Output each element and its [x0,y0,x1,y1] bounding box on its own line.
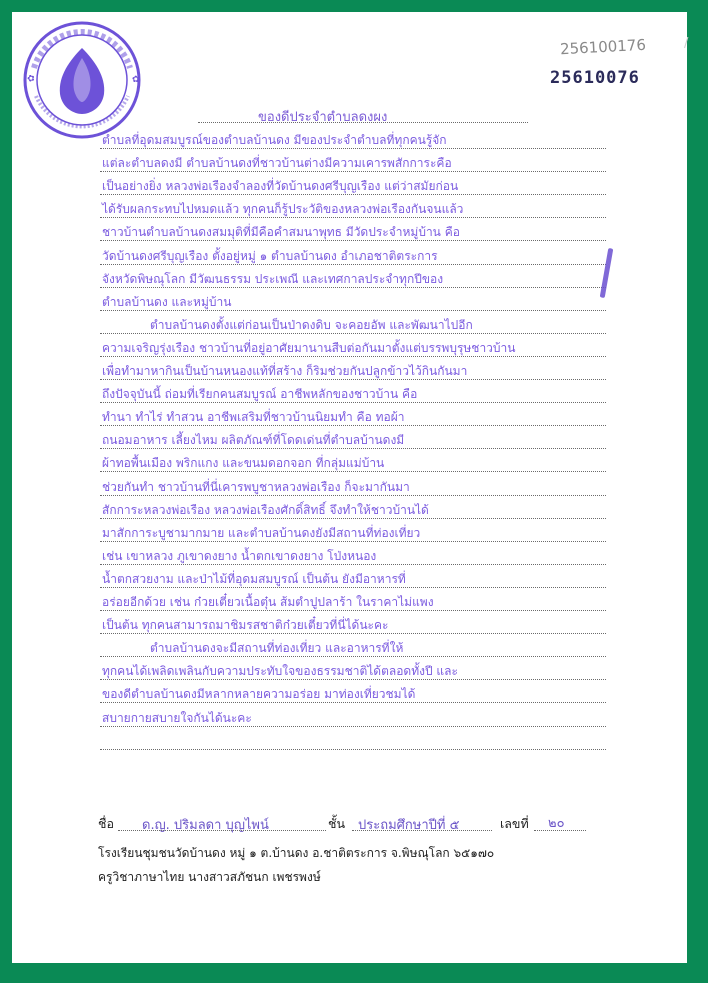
essay-line: สบายกายสบายใจกันได้นะคะ [102,710,252,725]
essay-line: ตำบลบ้านดงจะมีสถานที่ท่องเที่ยว และอาหารที่ให้ [150,641,404,656]
ruled-line [100,749,606,750]
essay-line: ตำบลที่อุดมสมบูรณ์ของตำบลบ้านดง มีของประจำตำบลที่ทุกคนรู้จัก [102,133,447,147]
handwritten-doc-number: 256100176 [559,35,647,59]
student-class: ประถมศึกษาปีที่ ๕ [358,818,460,833]
class-line [352,830,492,831]
essay-line: น้ำตกสวยงาม และป่าไม้ที่อุดมสมบูรณ์ เป็นต้น ยังมีอาหารที่ [102,571,406,586]
essay-line: ถนอมอาหาร เลี้ยงไหม ผลิตภัณฑ์ที่โดดเด่นที่ตำบลบ้านดงมี [102,433,405,448]
teacher-line: ครูวิชาภาษาไทย นางสาวสภัชนก เพชรพงษ์ [98,870,321,884]
essay-line: เป็นต้น ทุกคนสามารถมาชิมรสชาติก๋วยเตี๋ยวที่นี่ได้นะคะ [102,618,389,633]
essay-line: ชาวบ้านตำบลบ้านดงสมมุติที่มีคือคำสมนาพุทธ มีวัดประจำหมู่บ้าน คือ [102,225,460,240]
essay-line: วัดบ้านดงศรีบุญเรือง ตั้งอยู่หมู่ ๑ ตำบลบ้านดง อำเภอชาติตระการ [102,248,438,263]
essay-line: สักการะหลวงพ่อเรือง หลวงพ่อเรืองศักดิ์สิทธิ์ จึงทำให้ชาวบ้านได้ [102,502,429,517]
document-page [12,12,687,963]
name-line [118,830,326,831]
school-stamp-logo [20,18,144,142]
student-name: ด.ญ. ปริมลดา บุญไพน์ [142,818,269,833]
number-line [534,830,586,831]
school-address: โรงเรียนชุมชนวัดบ้านดง หมู่ ๑ ต.บ้านดง อ.ชาติตระการ จ.พิษณุโลก ๖๕๑๗๐ [98,846,495,860]
essay-line: ความเจริญรุ่งเรือง ชาวบ้านที่อยู่อาศัยมานานสืบต่อกันมาตั้งแต่บรรพบุรุษชาวบ้าน [102,340,516,355]
svg-text:✿: ✿ [132,75,140,85]
essay-line: ได้รับผลกระทบไปหมดแล้ว ทุกคนก็รู้ประวัติของหลวงพ่อเรืองกันจนแล้ว [102,202,464,217]
essay-line: ถึงปัจจุบันนี้ ถ่อมที่เรียกคนสมบูรณ์ อาชีพหลักของชาวบ้าน คือ [102,387,418,402]
svg-text:✿: ✿ [27,74,37,82]
essay-title: ของดีประจำตำบลดงผง [258,110,388,125]
essay-line: จังหวัดพิษณุโลก มีวัฒนธรรม ประเพณี และเทศกาลประจำทุกปีของ [102,271,444,286]
stamped-doc-number: 25610076 [550,68,640,88]
name-label: ชื่อ [98,816,114,831]
essay-line: แต่ละตำบลดงมี ตำบลบ้านดงที่ชาวบ้านต่างมีความเคารพสักการะคือ [102,156,452,171]
essay-line: ทำนา ทำไร่ ทำสวน อาชีพเสริมที่ชาวบ้านนิยมทำ คือ ทอผ้า [102,410,405,425]
number-label: เลขที่ [500,816,529,831]
essay-line: ตำบลบ้านดงตั้งแต่ก่อนเป็นป่าดงดิบ จะคอยอัพ และพัฒนาไปอีก [150,317,473,332]
essay-line: ผ้าทอพื้นเมือง พริกแกง และขนมดอกจอก ที่กลุ่มแม่บ้าน [102,456,385,471]
corner-mark-decoration: / [684,36,689,51]
essay-line: เป็นอย่างยิ่ง หลวงพ่อเรืองจำลองที่วัดบ้านดงศรีบุญเรือง แต่ว่าสมัยก่อน [102,179,459,194]
student-number: ๒๐ [548,816,565,831]
essay-line: อร่อยอีกด้วย เช่น ก๋วยเตี๋ยวเนื้อตุ๋น ส้มตำปูปลาร้า ในราคาไม่แพง [102,595,434,609]
essay-line: เพื่อทำมาหากินเป็นบ้านหนองแท้ที่สร้าง ก็ริมช่วยกันปลูกข้าวไว้กินกันมา [102,364,468,378]
essay-line: เช่น เขาหลวง ภูเขาดงยาง น้ำตกเขาดงยาง โป่งหนอง [102,548,377,563]
class-label: ชั้น [328,816,346,831]
pen-stroke-mark [600,248,614,298]
essay-line: ตำบลบ้านดง และหมู่บ้าน [102,294,232,309]
essay-line: มาสักการะบูชามากมาย และตำบลบ้านดงยังมีสถานที่ท่องเที่ยว [102,525,421,540]
essay-line: ของดีตำบลบ้านดงมีหลากหลายความอร่อย มาท่องเที่ยวชมได้ [102,687,416,702]
essay-line: ทุกคนได้เพลิดเพลินกับความประทับใจของธรรมชาติได้ตลอดทั้งปี และ [102,664,458,679]
essay-line: ช่วยกันทำ ชาวบ้านที่นี่เคารพบูชาหลวงพ่อเรือง ก็จะมากันมา [102,479,410,494]
